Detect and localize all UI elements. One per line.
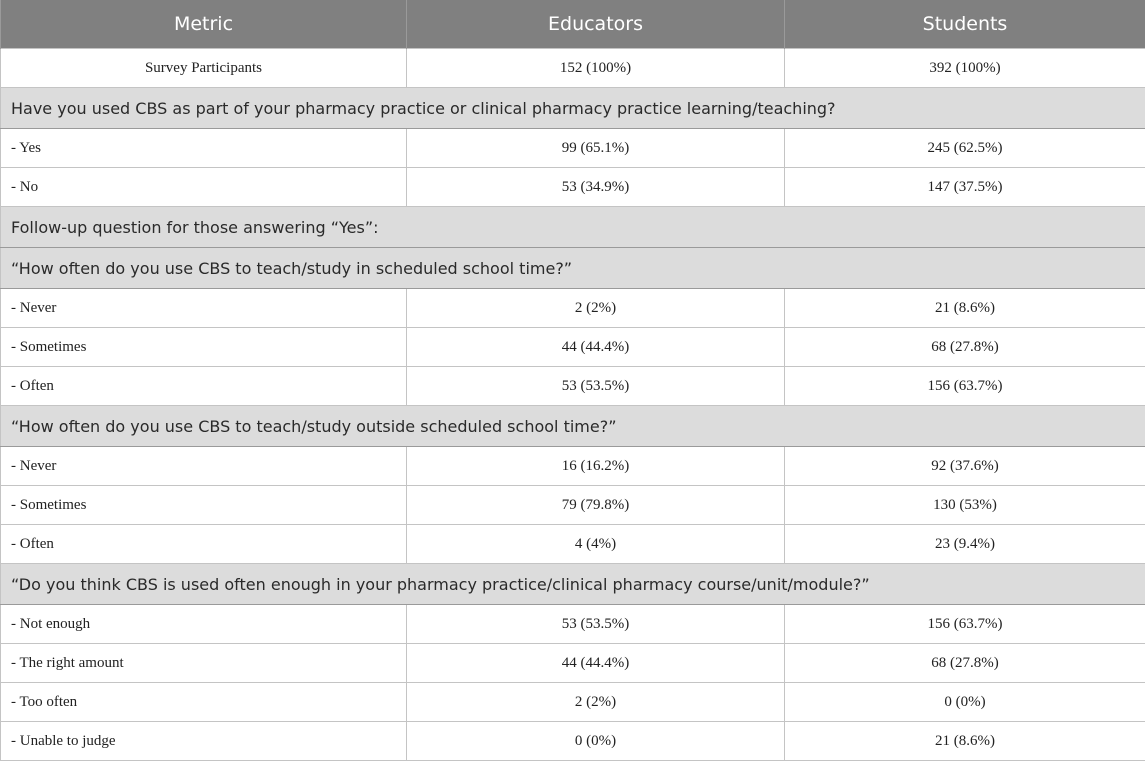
- section-row: [1, 88, 1145, 129]
- metric-cell: - Not enough: [1, 605, 407, 644]
- section-label: “How often do you use CBS to teach/study outside scheduled school time?”: [1, 406, 1145, 447]
- educators-cell: 4 (4%): [407, 525, 785, 564]
- metric-cell: - Sometimes: [1, 328, 407, 367]
- educators-cell: 44 (44.4%): [407, 644, 785, 683]
- column-header-students: Students: [785, 0, 1145, 49]
- table-header-row: [1, 0, 1145, 49]
- metric-cell: - Never: [1, 289, 407, 328]
- table-row: [1, 328, 1145, 367]
- educators-cell: 53 (34.9%): [407, 168, 785, 207]
- section-row: [1, 248, 1145, 289]
- educators-cell: 53 (53.5%): [407, 367, 785, 406]
- section-row: [1, 564, 1145, 605]
- educators-cell: 16 (16.2%): [407, 447, 785, 486]
- table-row: [1, 605, 1145, 644]
- table-row: [1, 447, 1145, 486]
- metric-cell: - The right amount: [1, 644, 407, 683]
- students-cell: 23 (9.4%): [785, 525, 1145, 564]
- metric-cell: - Often: [1, 367, 407, 406]
- educators-cell: 79 (79.8%): [407, 486, 785, 525]
- column-header-metric: Metric: [1, 0, 407, 49]
- table-row: [1, 683, 1145, 722]
- table-row: [1, 168, 1145, 207]
- educators-cell: 2 (2%): [407, 683, 785, 722]
- section-label: Have you used CBS as part of your pharmacy practice or clinical pharmacy practice learning/teaching?: [1, 88, 1145, 129]
- metric-cell: - Unable to judge: [1, 722, 407, 761]
- metric-cell: - No: [1, 168, 407, 207]
- table-row: [1, 129, 1145, 168]
- educators-cell: 152 (100%): [407, 49, 785, 88]
- students-cell: 68 (27.8%): [785, 644, 1145, 683]
- students-cell: 21 (8.6%): [785, 289, 1145, 328]
- metric-cell: - Never: [1, 447, 407, 486]
- section-label: Follow-up question for those answering “Yes”:: [1, 207, 1145, 248]
- educators-cell: 99 (65.1%): [407, 129, 785, 168]
- metric-cell: - Yes: [1, 129, 407, 168]
- educators-cell: 44 (44.4%): [407, 328, 785, 367]
- section-row: [1, 207, 1145, 248]
- metric-cell: - Sometimes: [1, 486, 407, 525]
- metric-cell: Survey Participants: [1, 49, 407, 88]
- table-row: [1, 644, 1145, 683]
- table-row: [1, 722, 1145, 761]
- metric-cell: - Too often: [1, 683, 407, 722]
- students-cell: 68 (27.8%): [785, 328, 1145, 367]
- table-row: [1, 367, 1145, 406]
- table-row: [1, 486, 1145, 525]
- table-row: [1, 525, 1145, 564]
- educators-cell: 53 (53.5%): [407, 605, 785, 644]
- students-cell: 147 (37.5%): [785, 168, 1145, 207]
- students-cell: 392 (100%): [785, 49, 1145, 88]
- students-cell: 156 (63.7%): [785, 605, 1145, 644]
- educators-cell: 0 (0%): [407, 722, 785, 761]
- section-row: [1, 406, 1145, 447]
- table-row: [1, 289, 1145, 328]
- table-body: [1, 49, 1145, 761]
- students-cell: 245 (62.5%): [785, 129, 1145, 168]
- students-cell: 92 (37.6%): [785, 447, 1145, 486]
- students-cell: 21 (8.6%): [785, 722, 1145, 761]
- section-label: “How often do you use CBS to teach/study in scheduled school time?”: [1, 248, 1145, 289]
- metric-cell: - Often: [1, 525, 407, 564]
- section-label: “Do you think CBS is used often enough in your pharmacy practice/clinical pharmacy course/unit/module?”: [1, 564, 1145, 605]
- column-header-educators: Educators: [407, 0, 785, 49]
- students-cell: 0 (0%): [785, 683, 1145, 722]
- table-row: [1, 49, 1145, 88]
- students-cell: 156 (63.7%): [785, 367, 1145, 406]
- educators-cell: 2 (2%): [407, 289, 785, 328]
- students-cell: 130 (53%): [785, 486, 1145, 525]
